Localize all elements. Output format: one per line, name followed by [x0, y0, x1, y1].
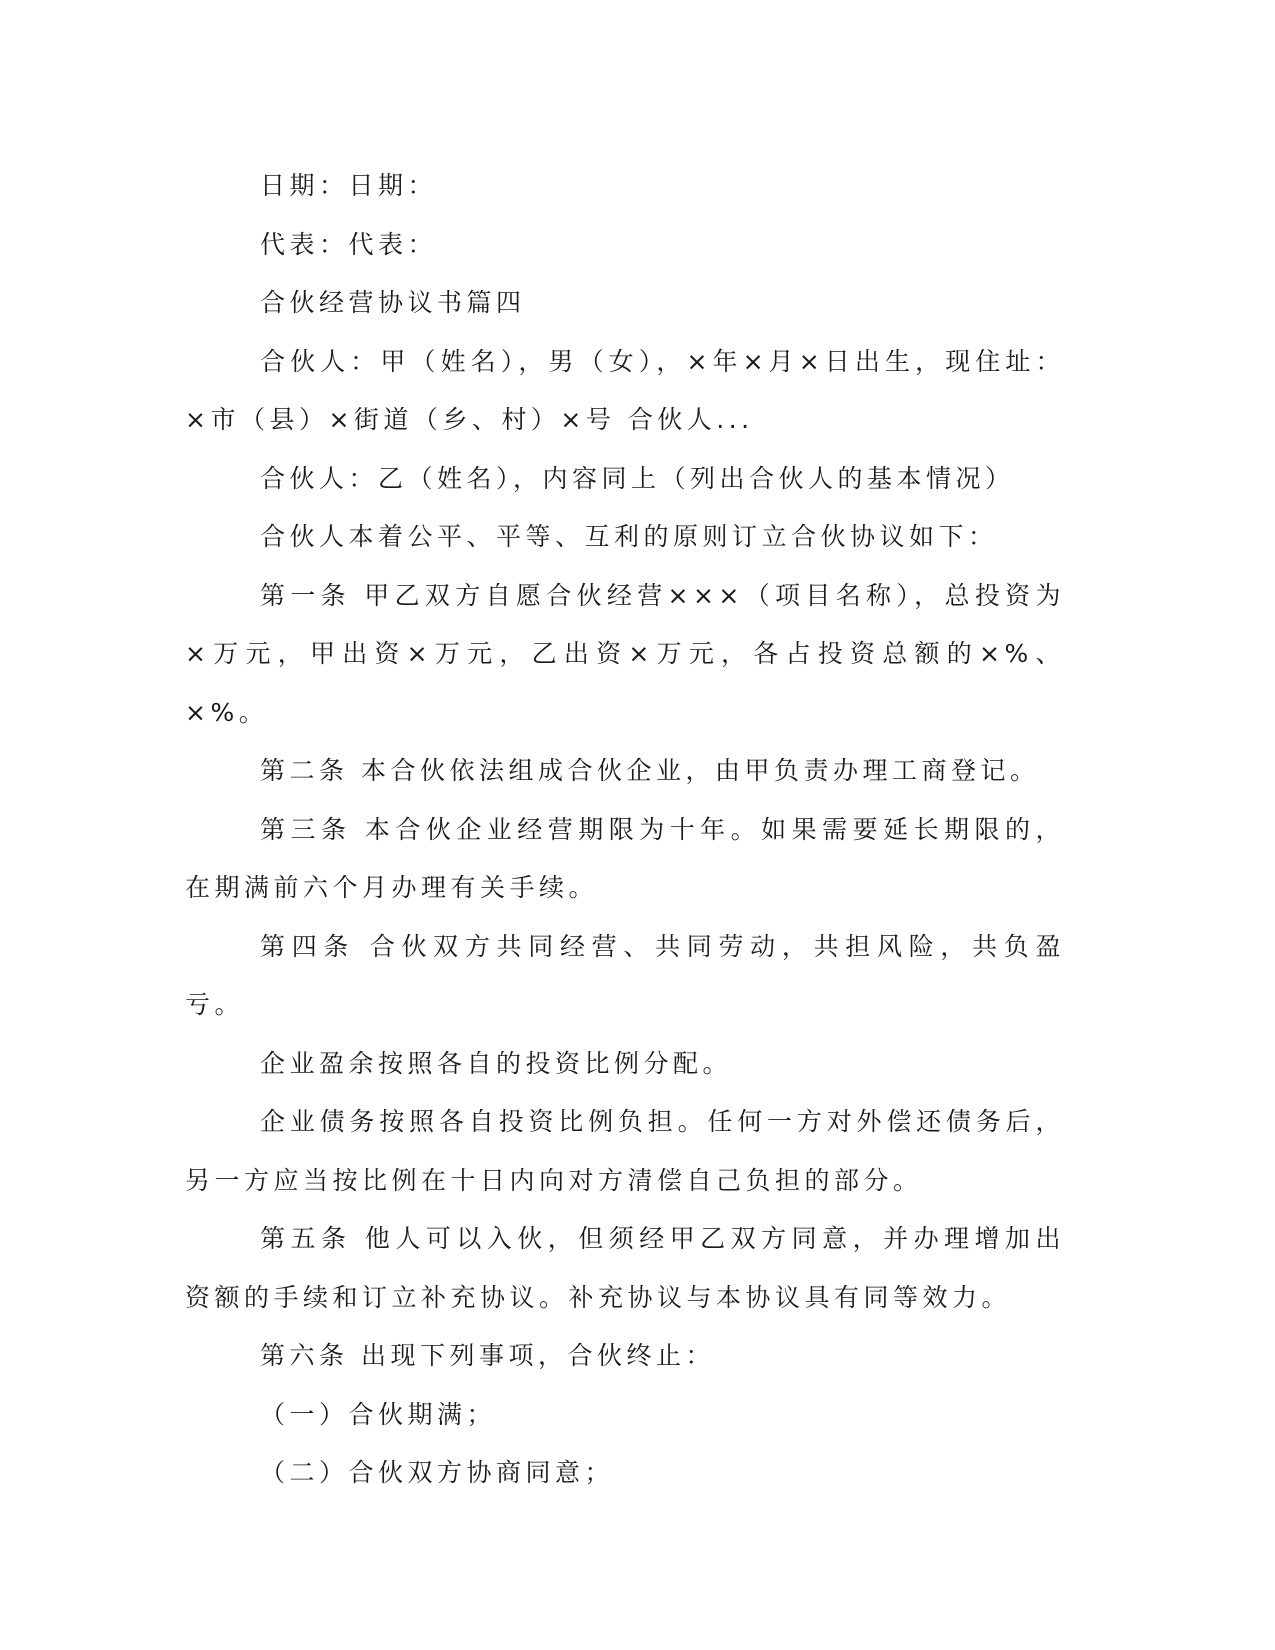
section-heading: 合伙经营协议书篇四: [260, 288, 526, 317]
debt-sharing: 企业债务按照各自投资比例负担。任何一方对外偿还债务后，另一方应当按比例在十日内向对方清偿自己负担的部分。: [185, 1107, 1065, 1195]
representative-line: 代表：代表：: [260, 229, 438, 259]
agreement-preamble: 合伙人本着公平、平等、互利的原则订立合伙协议如下：: [260, 522, 998, 551]
date-line: 日期：日期：: [260, 171, 438, 200]
document-body: [185, 157, 1065, 1503]
termination-item-1: （一）合伙期满；: [260, 1399, 497, 1429]
article-4: 第四条 合伙双方共同经营、共同劳动，共担风险，共负盈亏。: [185, 931, 1065, 1019]
article-5: 第五条 他人可以入伙，但须经甲乙双方同意，并办理增加出资额的手续和订立补充协议。补充协议与本协议具有同等效力。: [185, 1224, 1065, 1312]
article-6: 第六条 出现下列事项，合伙终止：: [260, 1341, 715, 1370]
partner-b-info: 合伙人：乙（姓名），内容同上（列出合伙人的基本情况）: [260, 463, 1015, 493]
partner-a-info: 合伙人：甲（姓名），男（女），×年×月×日出生，现住址：×市（县）×街道（乡、村）×号 合伙人...: [185, 346, 1065, 434]
article-1: 第一条 甲乙双方自愿合伙经营×××（项目名称），总投资为×万元，甲出资×万元，乙出资×万元，各占投资总额的×%、×%。: [185, 580, 1065, 727]
article-2: 第二条 本合伙依法组成合伙企业，由甲负责办理工商登记。: [260, 756, 1040, 785]
article-3: 第三条 本合伙企业经营期限为十年。如果需要延长期限的，在期满前六个月办理有关手续。: [185, 814, 1065, 902]
termination-item-2: （二）合伙双方协商同意；: [260, 1458, 615, 1487]
surplus-distribution: 企业盈余按照各自的投资比例分配。: [260, 1048, 733, 1078]
